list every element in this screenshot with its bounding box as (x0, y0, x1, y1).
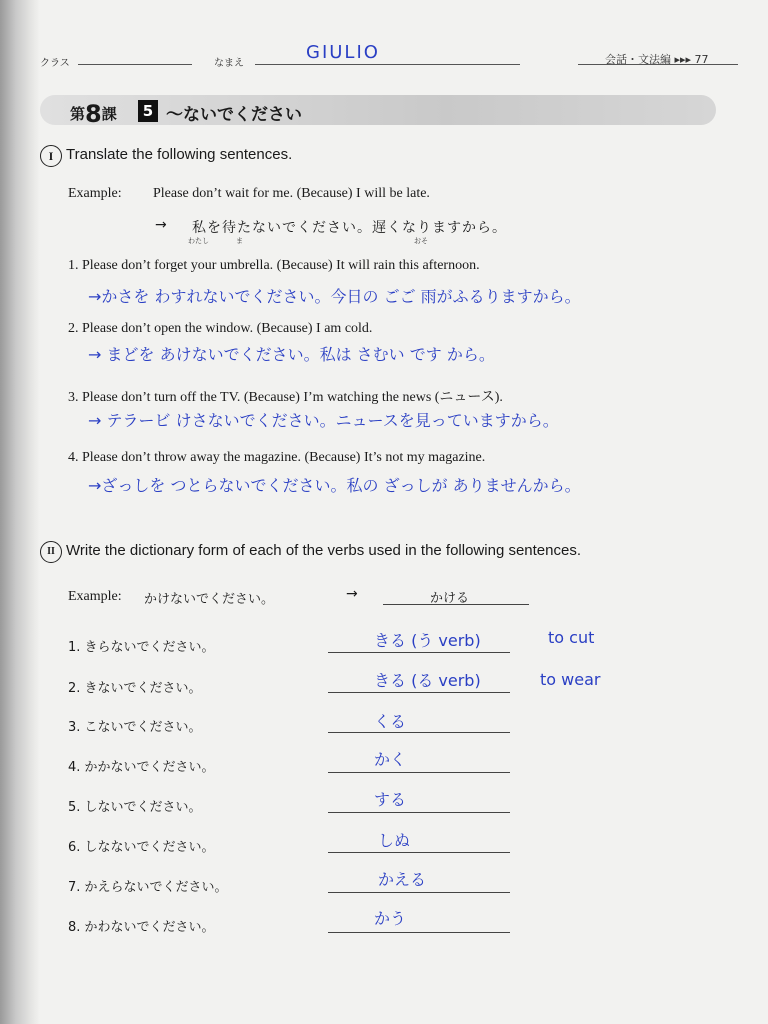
translate-answer-1: →かさを わすれないでください。今日の ごご 雨がふるりますから。 (88, 287, 581, 306)
verb-example-text: かけないでください。 (144, 592, 275, 607)
class-line (78, 64, 192, 65)
lesson-title: 〜ないでください (166, 105, 302, 125)
verb-answer-line-7 (328, 892, 510, 893)
example-arrow: → (155, 217, 167, 233)
translate-question-4: 4. Please don’t throw away the magazine. (Because) It’s not my magazine. (68, 450, 486, 465)
name-label: なまえ (214, 58, 244, 69)
verb-example-arrow: → (346, 586, 358, 602)
name-line (255, 64, 520, 65)
verb-question-3: 3. こないでください。 (68, 720, 202, 735)
verb-question-4: 4. かかないでください。 (68, 760, 215, 775)
verb-question-2: 2. きないでください。 (68, 681, 202, 696)
verb-answer-line-6 (328, 852, 510, 853)
verb-question-7: 7. かえらないでください。 (68, 880, 228, 895)
verb-answer-line-1 (328, 652, 510, 653)
verb-question-6: 6. しなないでください。 (68, 840, 215, 855)
verb-example-line (383, 604, 529, 605)
verb-answer-line-3 (328, 732, 510, 733)
verb-answer-line-5 (328, 812, 510, 813)
verb-answer-3: くる (374, 712, 407, 731)
verb-example-answer: かける (430, 591, 470, 606)
verb-answer-2: きる (る verb) (374, 671, 481, 690)
example-text: Please don’t wait for me. (Because) I will be late. (153, 186, 430, 201)
book-spine-shadow (0, 0, 40, 1024)
verb-answer-line-4 (328, 772, 510, 773)
verb-answer-4: かく (374, 750, 407, 769)
verb-question-5: 5. しないでください。 (68, 800, 202, 815)
verb-answer-6: しぬ (378, 831, 411, 850)
example-label: Example: (68, 186, 122, 201)
unit-number: 5 (138, 100, 158, 122)
section-2-title: Write the dictionary form of each of the verbs used in the following sentences. (66, 542, 581, 559)
verb-answer-line-8 (328, 932, 510, 933)
verb-example-label: Example: (68, 589, 122, 604)
verb-answer-1: きる (う verb) (374, 631, 481, 650)
translate-question-2: 2. Please don’t open the window. (Because) I am cold. (68, 321, 373, 336)
verb-question-1: 1. きらないでください。 (68, 640, 215, 655)
translate-answer-2: → まどを あけないでください。私は さむい です から。 (88, 345, 495, 364)
verb-question-8: 8. かわないでください。 (68, 920, 215, 935)
verb-note-1: to cut (548, 628, 595, 647)
class-label: クラス (40, 58, 70, 69)
verb-answer-5: する (374, 790, 407, 809)
section-1-number: I (40, 145, 62, 167)
ruby-ma: ま (236, 237, 243, 245)
translate-question-1: 1. Please don’t forget your umbrella. (Because) It will rain this afternoon. (68, 258, 480, 273)
verb-answer-8: かう (374, 909, 407, 928)
name-value: GIULIO (306, 42, 380, 63)
section-line (578, 64, 738, 65)
translate-answer-3: → テラービ けさないでください。ニュースを見っていますから。 (88, 411, 559, 430)
translate-answer-4: →ざっしを つとらないでください。私の ざっしが ありませんから。 (88, 476, 581, 495)
ruby-oso: おそ (414, 237, 428, 245)
lesson-number: 第8課 (70, 100, 117, 128)
verb-answer-7: かえる (378, 870, 427, 889)
section-2-number: II (40, 541, 62, 563)
section-page-label: 会話・文法編 ▸▸▸ 77 (605, 53, 709, 66)
verb-answer-line-2 (328, 692, 510, 693)
example-answer: 私を待たないでください。遅くなりますから。 (192, 220, 507, 236)
translate-question-3: 3. Please don’t turn off the TV. (Because) I’m watching the news (ニュース). (68, 390, 503, 405)
verb-note-2: to wear (540, 670, 601, 689)
section-1-title: Translate the following sentences. (66, 146, 293, 163)
ruby-watashi: わたし (188, 237, 209, 245)
